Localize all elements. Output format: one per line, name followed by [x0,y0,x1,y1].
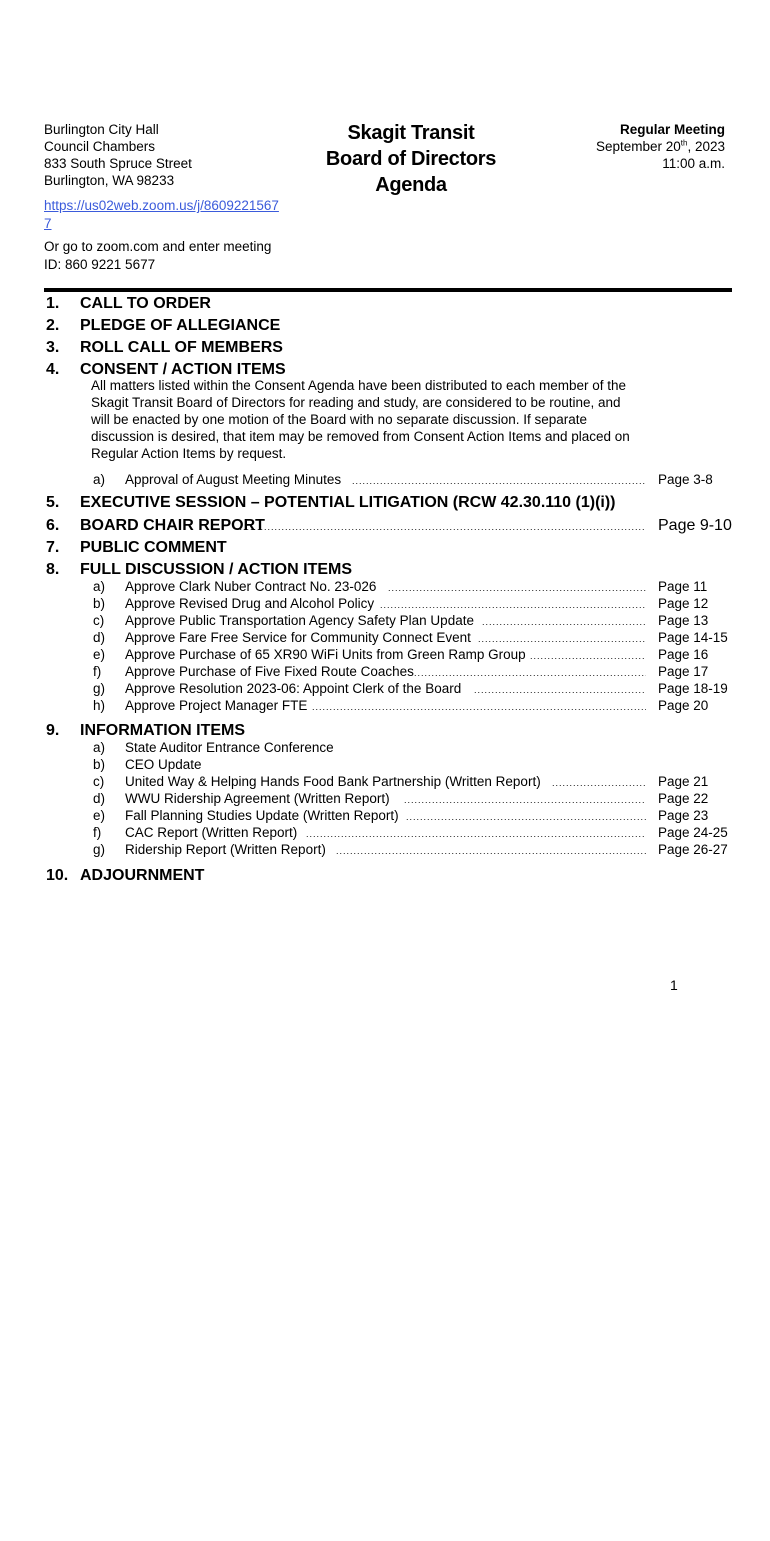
section-label: FULL DISCUSSION / ACTION ITEMS [80,561,353,578]
list-item: a) Approval of August Meeting Minutes ..... Page 3-8 [0,471,770,488]
section-label: CALL TO ORDER [80,295,211,312]
list-item: c) Approve Public Transportation Agency Safety Plan Update ..... Page 13 [0,612,770,629]
location-name: Burlington City Hall [44,122,159,137]
meeting-date: September 20th, 2023 [595,138,725,154]
list-item: a) Approve Clark Nuber Contract No. 23-026 ..... Page 11 [0,578,770,595]
list-item: b) Approve Revised Drug and Alcohol Policy ..... Page 12 [0,595,770,612]
title-line-1: Skagit Transit [347,122,475,144]
list-item: h) Approve Project Manager FTE ..... Page 20 [0,697,770,714]
section-number: 9. [46,722,60,739]
title-line-2: Board of Directors [325,148,497,170]
list-item: b) CEO Update [93,757,202,772]
title-line-3: Agenda [375,174,447,196]
section-label: INFORMATION ITEMS [80,722,246,739]
zoom-instructions: Or go to zoom.com and enter meeting ID: 860 9221 5677 [44,239,272,272]
section-label: EXECUTIVE SESSION – POTENTIAL LITIGATION (RCW 42.30.110 (1)(i)) [80,494,616,511]
section-label: CONSENT / ACTION ITEMS [80,361,286,378]
page-number: 1 [670,977,678,993]
section-number: 3. [46,339,60,356]
section-label: PLEDGE OF ALLEGIANCE [80,317,281,334]
divider [44,288,732,292]
list-item: d) Approve Fare Free Service for Community Connect Event ..... Page 14-15 [0,629,770,646]
section-number: 7. [46,539,60,556]
section-label: ADJOURNMENT [80,867,205,884]
section-roll-call [0,339,770,359]
section-label: ROLL CALL OF MEMBERS [80,339,283,356]
section-pledge [0,317,770,337]
list-item: f) Approve Purchase of Five Fixed Route Coaches ..... Page 17 [0,663,770,680]
list-item: f) CAC Report (Written Report) ..... Page 24-25 [0,824,770,841]
section-number: 10. [46,867,69,884]
section-adjournment [0,867,770,887]
list-item: e) Approve Purchase of 65 XR90 WiFi Units from Green Ramp Group ..... Page 16 [0,646,770,663]
location-city: Burlington, WA 98233 [44,173,175,188]
section-public-comment [0,539,770,559]
section-number: 8. [46,561,60,578]
list-item: a) State Auditor Entrance Conference [93,740,334,755]
list-item: c) United Way & Helping Hands Food Bank Partnership (Written Report) ..... Page 21 [0,773,770,790]
section-label: BOARD CHAIR REPORT [80,517,265,534]
section-board-chair-report [0,517,770,537]
list-item: g) Ridership Report (Written Report) ..... Page 26-27 [0,841,770,858]
section-number: 2. [46,317,60,334]
section-label: PUBLIC COMMENT [80,539,227,556]
section-executive-session [0,494,770,514]
list-item: g) Approve Resolution 2023-06: Appoint Clerk of the Board ..... Page 18-19 [0,680,770,697]
consent-description: All matters listed within the Consent Agenda have been distributed to each member of the Skagit Transit Board of Directors for reading and study, are considered to be routine, and will be enacted by one motion of the Board with no separate discussion. If separate discussion is desired, that item may be removed from Consent Action Items and placed on Regular Action Items by request. [91,378,630,461]
section-call-to-order [0,295,770,315]
list-item: d) WWU Ridership Agreement (Written Report) ..... Page 22 [0,790,770,807]
document-title [300,120,522,198]
section-number: 5. [46,494,60,511]
location-street: 833 South Spruce Street [44,156,192,171]
section-number: 6. [46,517,60,534]
meeting-location [44,121,192,189]
meeting-time: 11:00 a.m. [662,156,725,171]
list-item: e) Fall Planning Studies Update (Written Report) ..... Page 23 [0,807,770,824]
section-page: Page 9-10 [658,517,732,534]
section-number: 1. [46,295,60,312]
location-room: Council Chambers [44,139,156,154]
meeting-info [596,121,725,172]
zoom-link[interactable]: https://us02web.zoom.us/j/86092215677 [44,198,279,231]
section-number: 4. [46,361,60,378]
meeting-type: Regular Meeting [619,122,725,137]
